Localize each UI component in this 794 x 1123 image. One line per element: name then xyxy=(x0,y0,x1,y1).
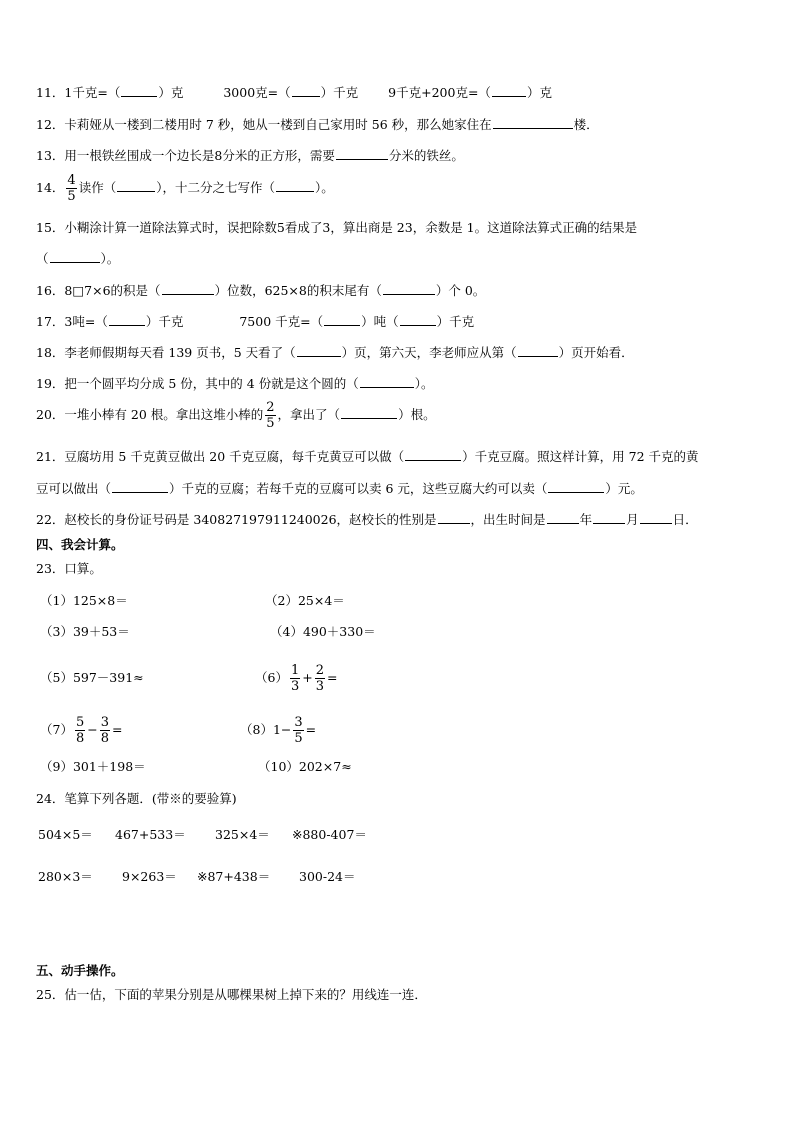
fraction: $\frac{4}{5}$ xyxy=(67,173,76,204)
oral-item-9: （9）301＋198＝ xyxy=(40,759,146,774)
question-20: 20．一堆小棒有 20 根。拿出这堆小棒的 $\frac{2}{5}$ ，拿出了（ ）根。 xyxy=(36,400,436,431)
blank[interactable] xyxy=(383,282,435,295)
oral-item-4: （4）490＋330＝ xyxy=(270,624,376,639)
oral-item-2: （2）25×4＝ xyxy=(265,593,345,608)
blank[interactable] xyxy=(109,313,145,326)
blank[interactable] xyxy=(493,116,573,129)
question-16: 16．8□7×6的积是（ ）位数，625×8的积末尾有（ ）个 0。 xyxy=(36,283,486,298)
blank[interactable] xyxy=(492,84,526,97)
q11-number: 11． xyxy=(36,85,65,100)
blank[interactable] xyxy=(50,250,100,263)
fraction: $\frac{3}{8}$ xyxy=(100,715,109,746)
blank[interactable] xyxy=(593,511,625,524)
blank[interactable] xyxy=(292,84,320,97)
blank[interactable] xyxy=(117,179,155,192)
blank[interactable] xyxy=(438,511,470,524)
blank[interactable] xyxy=(324,313,360,326)
question-19: 19．把一个圆平均分成 5 份，其中的 4 份就是这个圆的（ ）。 xyxy=(36,376,434,391)
blank[interactable] xyxy=(121,84,157,97)
written-item: 300-24＝ xyxy=(299,869,356,884)
oral-item-1: （1）125×8＝ xyxy=(40,593,128,608)
question-14: 14． $\frac{4}{5}$ 读作（ ），十二分之七写作（ ）。 xyxy=(36,173,334,204)
question-17: 17．3吨=（ ）千克 7500 千克=（ ）吨（ ）千克 xyxy=(36,314,475,329)
oral-item-8: （8）1− $\frac{3}{5}$ = xyxy=(240,715,317,746)
blank[interactable] xyxy=(518,344,558,357)
fraction: $\frac{5}{8}$ xyxy=(75,715,85,746)
blank[interactable] xyxy=(162,282,214,295)
blank[interactable] xyxy=(112,480,168,493)
blank[interactable] xyxy=(640,511,672,524)
written-item: 280×3＝ xyxy=(38,869,93,884)
blank[interactable] xyxy=(341,406,397,419)
blank[interactable] xyxy=(400,313,436,326)
question-15: 15．小糊涂计算一道除法算式时，误把除数5看成了3，算出商是 23，余数是 1。这道除法算式正确的结果是 xyxy=(36,220,638,235)
question-13: 13．用一根铁丝围成一个边长是8分米的正方形，需要 分米的铁丝。 xyxy=(36,148,464,163)
blank[interactable] xyxy=(297,344,341,357)
section-4-heading: 四、我会计算。 xyxy=(36,537,124,552)
question-24-title: 24．笔算下列各题．(带※的要验算) xyxy=(36,791,237,806)
blank[interactable] xyxy=(276,179,314,192)
blank[interactable] xyxy=(548,480,604,493)
blank[interactable] xyxy=(405,448,461,461)
fraction: $\frac{2}{3}$ xyxy=(315,663,324,694)
oral-item-3: （3）39＋53＝ xyxy=(40,624,130,639)
fraction: $\frac{1}{3}$ xyxy=(290,663,300,694)
question-21-line2: 豆可以做出（ ）千克的豆腐；若每千克的豆腐可以卖 6 元，这些豆腐大约可以卖（ ）元。 xyxy=(36,481,643,496)
fraction: $\frac{2}{5}$ xyxy=(266,400,275,431)
written-item: 504×5＝ xyxy=(38,827,93,842)
blank[interactable] xyxy=(547,511,579,524)
written-item: 325×4＝ xyxy=(215,827,270,842)
question-11: 11．1千克=（ ）克 3000克=（ ）千克 9千克+200克=（ ）克 xyxy=(36,85,552,100)
written-item: ※880-407＝ xyxy=(292,827,367,842)
fraction: $\frac{3}{5}$ xyxy=(294,715,303,746)
question-18: 18．李老师假期每天看 139 页书，5 天看了（ ）页，第六天，李老师应从第（ ）页开始看． xyxy=(36,345,634,360)
oral-item-5: （5）597－391≈ xyxy=(40,670,144,685)
written-item: ※87+438＝ xyxy=(197,869,271,884)
section-5-heading: 五、动手操作。 xyxy=(36,963,124,978)
oral-item-6: （6） $\frac{1}{3}$ + $\frac{2}{3}$ = xyxy=(255,663,338,694)
question-25: 25．估一估，下面的苹果分别是从哪棵果树上掉下来的？用线连一连． xyxy=(36,987,427,1002)
question-12: 12．卡莉娅从一楼到二楼用时 7 秒，她从一楼到自己家用时 56 秒，那么她家住在 楼． xyxy=(36,117,599,132)
question-21: 21．豆腐坊用 5 千克黄豆做出 20 千克豆腐，每千克黄豆可以做（ ）千克豆腐。照这样计算，用 72 千克的黄 xyxy=(36,449,699,464)
question-22: 22．赵校长的身份证号码是 340827197911240026，赵校长的性别是 ，出生时间是 年 月 日． xyxy=(36,512,698,527)
blank[interactable] xyxy=(336,147,388,160)
written-item: 467+533＝ xyxy=(115,827,186,842)
blank[interactable] xyxy=(360,375,414,388)
question-15-line2: （ ）。 xyxy=(36,251,120,266)
written-item: 9×263＝ xyxy=(122,869,177,884)
oral-item-7: （7） $\frac{5}{8}$ − $\frac{3}{8}$ = xyxy=(40,715,123,746)
question-23-title: 23．口算。 xyxy=(36,561,102,576)
oral-item-10: （10）202×7≈ xyxy=(258,759,352,774)
